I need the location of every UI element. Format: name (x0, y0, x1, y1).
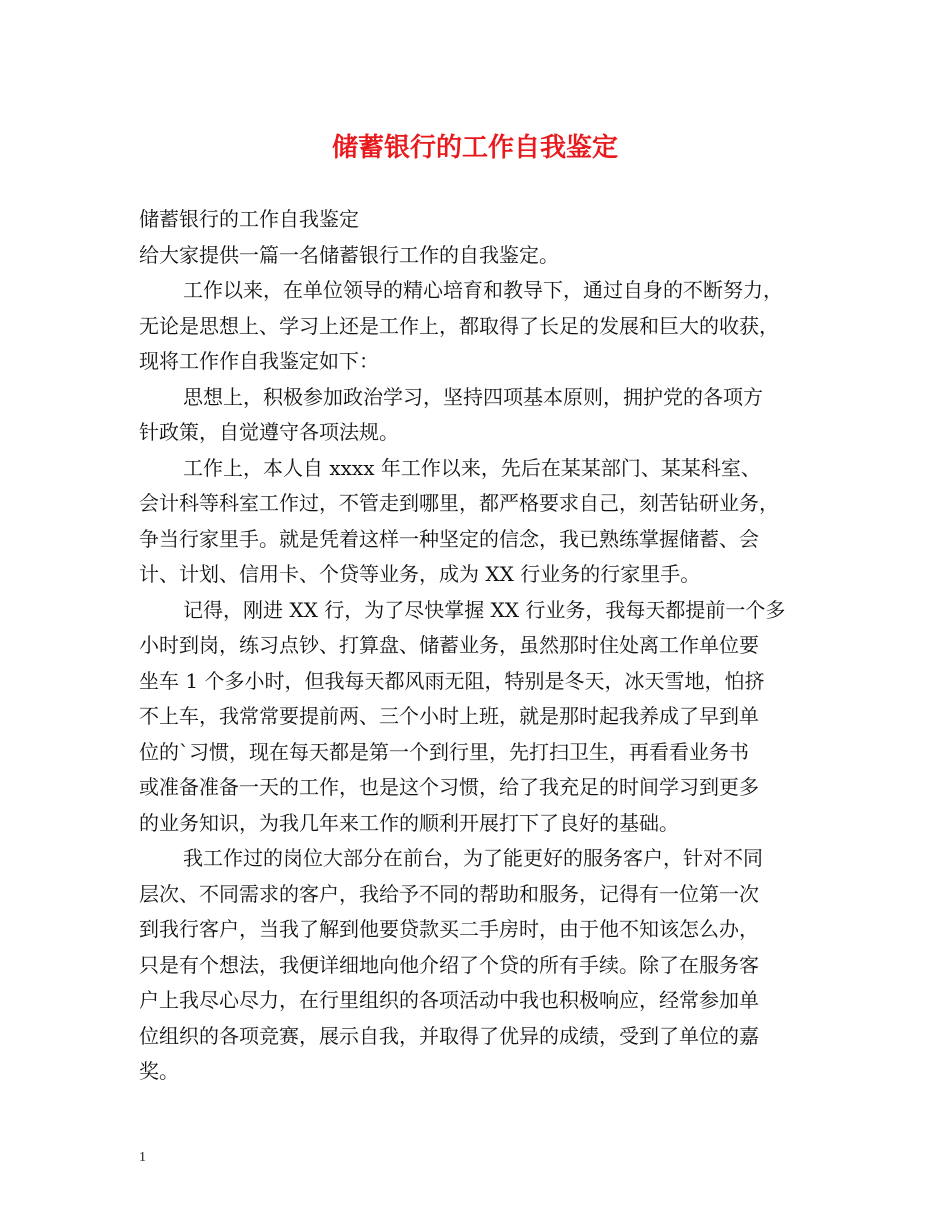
text-line: 计、计划、信用卡、个贷等业务，成为 XX 行业务的行家里手。 (139, 562, 701, 586)
text-line: 储蓄银行的工作自我鉴定 (139, 207, 359, 231)
text-line: 不上车，我常常要提前两、三个小时上班，就是那时起我养成了早到单 (139, 704, 759, 728)
document-title: 储蓄银行的工作自我鉴定 (331, 133, 618, 163)
text-line: 针政策，自觉遵守各项法规。 (139, 420, 399, 444)
text-line: 只是有个想法，我便详细地向他介绍了个贷的所有手续。除了在服务客 (139, 952, 759, 977)
text-line: 给大家提供一篇一名储蓄银行工作的自我鉴定。 (139, 242, 559, 267)
text-line: 坐车 1 个多小时，但我每天都风雨无阻，特别是冬天，冰天雪地，怕挤 (139, 668, 765, 693)
text-line: 小时到岗，练习点钞、打算盘、储蓄业务，虽然那时住处离工作单位要 (139, 633, 759, 657)
text-line: 的业务知识，为我几年来工作的顺利开展打下了良好的基础。 (139, 810, 679, 835)
text-line: 或准备准备一天的工作，也是这个习惯，给了我充足的时间学习到更多 (139, 775, 759, 799)
document-body (139, 202, 811, 1090)
text-line: 到我行客户，当我了解到他要贷款买二手房时，由于他不知该怎么办， (139, 917, 759, 941)
text-line: 工作以来，在单位领导的精心培育和教导下，通过自身的不断努力， (183, 278, 783, 302)
text-line: 工作上，本人自 xxxx 年工作以来，先后在某某部门、某某科室、 (183, 455, 761, 480)
text-line: 位的`习惯，现在每天都是第一个到行里，先打扫卫生，再看看业务书 (139, 739, 749, 764)
text-line: 户上我尽心尽力，在行里组织的各项活动中我也积极响应，经常参加单 (139, 988, 759, 1012)
text-line: 会计科等科室工作过，不管走到哪里，都严格要求自己，刻苦钻研业务， (139, 491, 779, 515)
text-line: 争当行家里手。就是凭着这样一种坚定的信念，我已熟练掌握储蓄、会 (139, 526, 759, 551)
text-line: 记得，刚进 XX 行，为了尽快掌握 XX 行业务，我每天都提前一个多 (183, 597, 786, 622)
text-line: 思想上，积极参加政治学习，坚持四项基本原则，拥护党的各项方 (183, 384, 763, 409)
text-line: 层次、不同需求的客户，我给予不同的帮助和服务，记得有一位第一次 (139, 881, 759, 906)
text-line: 无论是思想上、学习上还是工作上，都取得了长足的发展和巨大的收获， (139, 313, 779, 338)
text-line: 现将工作作自我鉴定如下： (139, 349, 379, 373)
page-number: 1 (139, 1150, 146, 1165)
text-line: 位组织的各项竞赛，展示自我，并取得了优异的成绩，受到了单位的嘉 (139, 1023, 759, 1048)
text-line: 我工作过的岗位大部分在前台，为了能更好的服务客户，针对不同 (183, 846, 763, 870)
text-line: 奖。 (139, 1059, 179, 1083)
